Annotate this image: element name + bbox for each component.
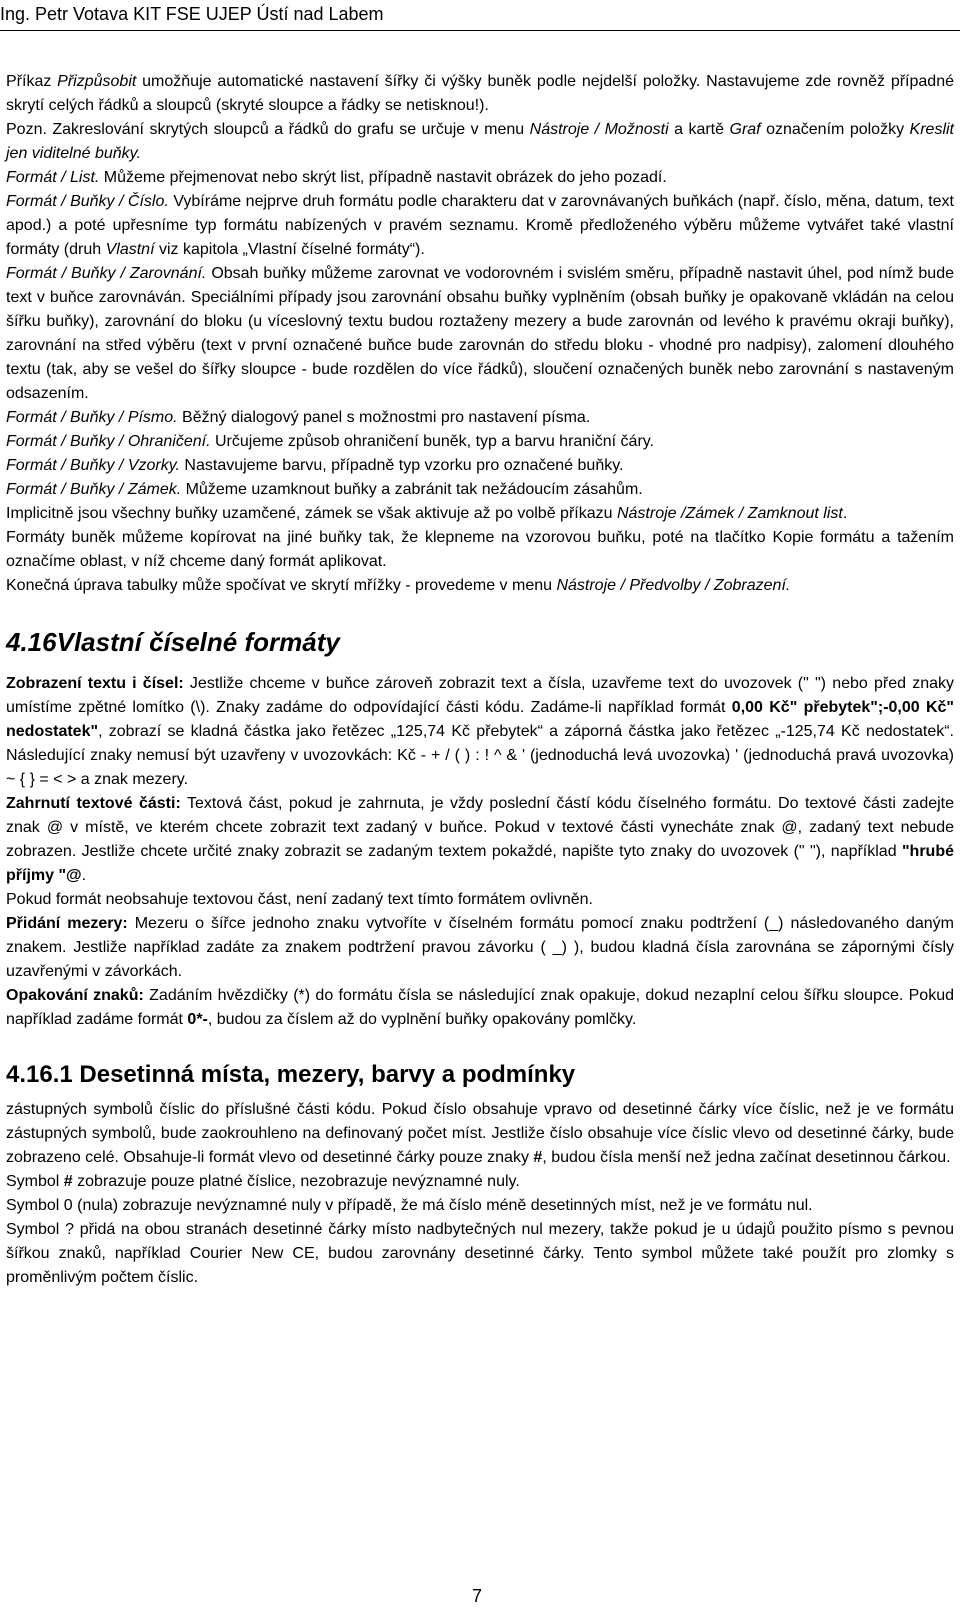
- text-run: zástupných symbolů číslic do příslušné části kódu. Pokud číslo obsahuje vpravo od desetinné čárky více číslic, než je ve formátu zástupných symbolů, bude zaokrouhleno na definovaný počet míst. Jestliže číslo obsahuje více číslic vlevo od desetinné čárky, bude zobrazeno celé. Obsahuje-li formát vlevo od desetinné čárky pouze znaky: [6, 1101, 954, 1166]
- italic-run: Formát / Buňky / Zámek.: [6, 481, 182, 498]
- paragraph-zastupne-symboly: [6, 1098, 954, 1170]
- text-run: Pozn. Zakreslování skrytých sloupců a řádků do grafu se určuje v menu: [6, 121, 530, 138]
- italic-run: Formát / Buňky / Vzorky.: [6, 457, 180, 474]
- text-run: Implicitně jsou všechny buňky uzamčené, zámek se však aktivuje až po volbě příkazu: [6, 505, 617, 522]
- bold-run: Zobrazení textu i čísel:: [6, 675, 184, 692]
- text-run: Pokud formát neobsahuje textovou část, není zadaný text tímto formátem ovlivněn.: [6, 891, 593, 908]
- bold-run: #: [63, 1173, 73, 1190]
- text-run: , budou za číslem až do vyplnění buňky opakovány pomlčky.: [207, 1011, 637, 1028]
- text-run: Vybíráme nejprve druh formátu podle charakteru dat v zarovnávaných buňkách (např. číslo, měna, datum, text apod.) a poté upřesníme typ formátu nabízených v pravém seznamu. Kromě předloženého výběru můžeme vytvářet také vlastní formáty (druh: [6, 193, 955, 258]
- paragraph-format-pismo: [6, 406, 954, 430]
- text-run: a kartě: [668, 121, 730, 138]
- text-run: Formáty buněk můžeme kopírovat na jiné buňky tak, že klepneme na vzorovou buňku, poté na tlačítko Kopie formátu a tažením označíme oblast, v níž chceme daný formát aplikovat.: [6, 529, 954, 570]
- bold-run: "hrubé příjmy "@: [6, 843, 954, 884]
- text-run: Můžeme uzamknout buňky a zabránit tak nežádoucím zásahům.: [181, 481, 643, 498]
- text-run: Konečná úprava tabulky může spočívat ve skrytí mřížky - provedeme v menu: [6, 577, 557, 594]
- paragraph-kopie-formatu: [6, 526, 954, 574]
- paragraph-format-cislo: [6, 190, 954, 262]
- text-run: Můžeme přejmenovat nebo skrýt list, případně nastavit obrázek do jeho pozadí.: [99, 169, 667, 186]
- bold-run: #: [533, 1149, 543, 1166]
- italic-run: Kreslit jen viditelné buňky.: [6, 121, 954, 162]
- text-run: Obsah buňky můžeme zarovnat ve vodorovném i svislém směru, případně nastavit úhel, pod nímž bude text v buňce zarovnáván. Speciálními případy jsou zarovnání obsahu buňky vyplněním (obsah buňky je opakovaně vkládán na celou šířku buňky), zarovnání do bloku (u víceslovný textu budou roztaženy mezery a bude zarovnán od levého k pravému okraji buňky), zarovnání na střed výběru (text v první označené buňce bude zarovnán do středu bloku - vhodné pro nadpisy), zalomení dlouhého textu (tak, aby se vešel do šířky sloupce - bude rozdělen do více řádků), sloučení označených buněk nebo zarovnání s nastaveným odsazením.: [6, 265, 954, 402]
- italic-run: Nástroje / Předvolby / Zobrazení.: [556, 577, 791, 594]
- heading-title: Vlastní číselné formáty: [56, 627, 340, 657]
- text-run: Určujeme způsob ohraničení buněk, typ a barvu hraniční čáry.: [210, 433, 655, 450]
- heading-number: 4.16.1: [6, 1061, 73, 1088]
- paragraph-pridani-mezery: [6, 912, 954, 984]
- text-run: .: [842, 505, 848, 522]
- italic-run: Nástroje /Zámek / Zamknout list: [616, 505, 843, 522]
- text-run: Příkaz: [6, 73, 58, 90]
- paragraph-implicitne: [6, 502, 954, 526]
- italic-run: Nástroje / Možnosti: [529, 121, 669, 138]
- paragraph-format-zamek: [6, 478, 954, 502]
- page-header: [0, 0, 960, 31]
- text-run: zobrazuje pouze platné číslice, nezobrazuje nevýznamné nuly.: [72, 1173, 520, 1190]
- italic-run: Formát / Buňky / Písmo.: [6, 409, 178, 426]
- text-run: viz kapitola „Vlastní číselné formáty“).: [154, 241, 425, 258]
- paragraph-opakovani-znaku: [6, 984, 954, 1032]
- text-run: , budou čísla menší než jedna začínat desetinnou čárkou.: [542, 1149, 951, 1166]
- bold-run: 0*-: [187, 1011, 208, 1028]
- text-run: umožňuje automatické nastavení šířky či výšky buněk podle nejdelší položky. Nastavujeme zde rovněž případné skrytí celých řádků a sloupců (skryté sloupce a řádky se netisknou!).: [6, 73, 954, 114]
- bold-run: Přidání mezery:: [6, 915, 128, 932]
- italic-run: Formát / List.: [6, 169, 100, 186]
- bold-run: Zahrnutí textové části:: [6, 795, 181, 812]
- page-number: 7: [472, 1586, 483, 1606]
- paragraph-pozn: [6, 118, 954, 166]
- bold-run: 0,00 Kč" přebytek";-0,00 Kč" nedostatek": [6, 699, 955, 740]
- paragraph-format-zarovnani: [6, 262, 954, 406]
- italic-run: Graf: [729, 121, 761, 138]
- heading-title: Desetinná místa, mezery, barvy a podmínky: [79, 1061, 576, 1088]
- text-run: Zadáním hvězdičky (*) do formátu čísla se následující znak opakuje, dokud nezaplní celou šířku sloupce. Pokud například zadáme formát: [6, 987, 955, 1028]
- header-title: Ing. Petr Votava KIT FSE UJEP Ústí nad Labem: [0, 4, 384, 24]
- italic-run: Formát / Buňky / Číslo.: [6, 193, 169, 210]
- paragraph-zahrnuti-textove-casti: [6, 792, 954, 888]
- text-run: Symbol 0 (nula) zobrazuje nevýznamné nuly v případě, že má číslo méně desetinných míst, než je ve formátu nul.: [6, 1197, 813, 1214]
- paragraph-symbol-hash: [6, 1170, 954, 1194]
- text-run: Symbol: [6, 1173, 64, 1190]
- paragraph-zobrazeni-textu: [6, 672, 954, 792]
- text-run: označením položky: [760, 121, 910, 138]
- text-run: Mezeru o šířce jednoho znaku vytvoříte v číselném formátu pomocí znaku podtržení (_) následovaného daným znakem. Jestliže například zadáte za znakem podtržení pravou závorku ( _) ), budou kladná čísla zarovnána se zápornými čísly uzavřenými v závorkách.: [6, 915, 954, 980]
- italic-run: Vlastní: [105, 241, 155, 258]
- text-run: , zobrazí se kladná částka jako řetězec „125,74 Kč přebytek“ a záporná částka jako řetězec „-125,74 Kč nedostatek“. Následující znaky nemusí být uzavřeny v uvozovkách: Kč - + / ( ) : ! ^ & ' (jednoduchá levá uvozovka) ' (jednoduchá pravá uvozovka) ~ { } = < > a znak mezery.: [6, 723, 954, 788]
- text-run: .: [81, 867, 87, 884]
- text-run: Textová část, pokud je zahrnuta, je vždy poslední částí kódu číselného formátu. Do textové části zadejte znak @ v místě, ve kterém chcete zobrazit text zadaný v buňce. Pokud v textové části vynecháte znak @, zadaný text nebude zobrazen. Jestliže chcete určité znaky zobrazit se zadaným textem pokaždé, napište tyto znaky do uvozovek (" "), například: [6, 795, 955, 860]
- text-run: Běžný dialogový panel s možnostmi pro nastavení písma.: [177, 409, 591, 426]
- paragraph-format-list: [6, 166, 954, 190]
- text-run: Jestliže chceme v buňce zároveň zobrazit text a čísla, uzavřeme text do uvozovek (" ") nebo před znaky umístíme zpětné lomítko (\). Znaky zadáme do odpovídající části kódu. Zadáme-li například formát: [6, 675, 955, 716]
- section-heading-4-16: [6, 622, 954, 662]
- heading-number: 4.16: [6, 627, 57, 657]
- bold-run: Opakování znaků:: [6, 987, 144, 1004]
- section-heading-4-16-1: [6, 1058, 954, 1092]
- paragraph-konecna-uprava: [6, 574, 954, 598]
- text-run: Symbol ? přidá na obou stranách desetinné čárky místo nadbytečných nul mezery, takže pokud je u údajů použito písmo s pevnou šířkou znaků, například Courier New CE, budou zarovnány desetinné čárky. Tento symbol můžete také použít pro zlomky s proměnlivým počtem číslic.: [6, 1221, 954, 1286]
- paragraph-bez-textove-casti: [6, 888, 954, 912]
- paragraph-format-ohraniceni: [6, 430, 954, 454]
- paragraph-symbol-question: [6, 1218, 954, 1290]
- italic-run: Formát / Buňky / Zarovnání.: [6, 265, 207, 282]
- italic-run: Přizpůsobit: [57, 73, 137, 90]
- paragraph-symbol-zero: [6, 1194, 954, 1218]
- text-run: Nastavujeme barvu, případně typ vzorku pro označené buňky.: [179, 457, 624, 474]
- document-body: [6, 70, 954, 1290]
- paragraph-format-vzorky: [6, 454, 954, 478]
- italic-run: Formát / Buňky / Ohraničení.: [6, 433, 211, 450]
- paragraph-prizpusobit: [6, 70, 954, 118]
